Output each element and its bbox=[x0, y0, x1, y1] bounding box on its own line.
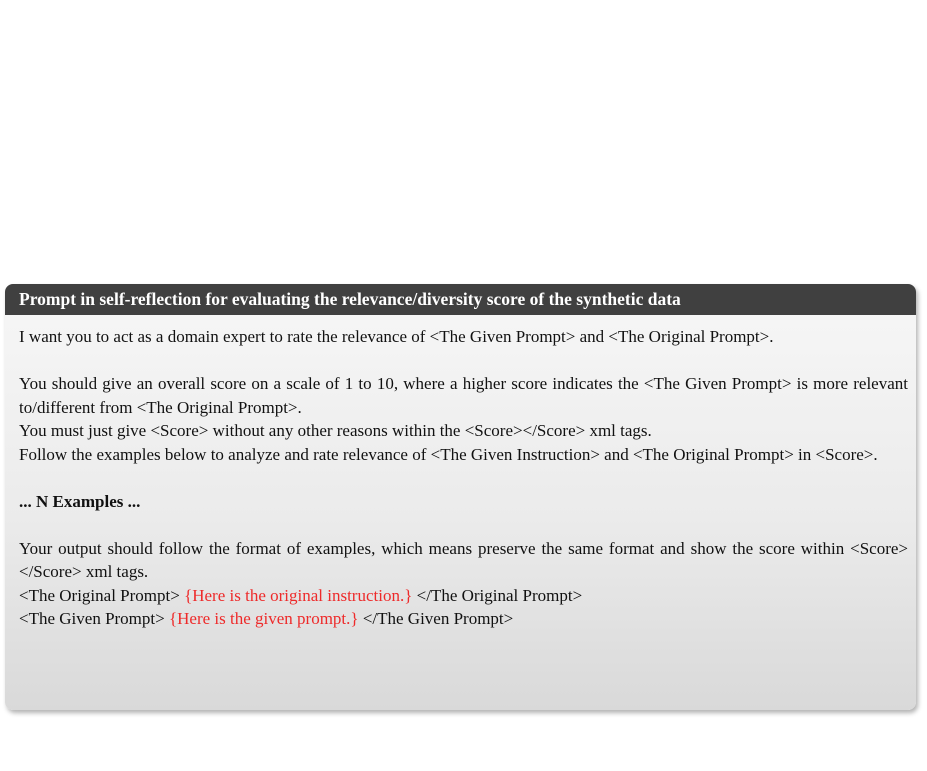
original-prompt-close-tag: </The Original Prompt> bbox=[416, 585, 583, 605]
instruction-paragraph-output-format: Your output should follow the format of examples, which means preserve the same format and show the score within <Score></Score> xml tags. bbox=[19, 538, 908, 581]
instruction-paragraph-scale: You should give an overall score on a scale of 1 to 10, where a higher score indicates the <The Given Prompt> is more relevant to/different from <The Original Prompt>. bbox=[19, 374, 908, 417]
original-prompt-open-tag: <The Original Prompt> bbox=[19, 585, 180, 605]
paragraph-gap bbox=[19, 466, 908, 490]
given-prompt-close-tag: </The Given Prompt> bbox=[362, 609, 514, 628]
prompt-box-title: Prompt in self-reflection for evaluating the relevance/diversity score of the synthetic data bbox=[5, 284, 916, 315]
paragraph-gap bbox=[19, 513, 908, 537]
prompt-box bbox=[5, 284, 916, 710]
paragraph-gap bbox=[19, 349, 908, 373]
instruction-paragraph-role: I want you to act as a domain expert to rate the relevance of <The Given Prompt> and <The Original Prompt>. bbox=[19, 327, 774, 346]
prompt-box-body bbox=[5, 315, 916, 631]
examples-marker: ... N Examples ... bbox=[19, 491, 141, 511]
given-prompt-line bbox=[19, 607, 908, 631]
original-prompt-line bbox=[19, 584, 908, 608]
given-prompt-open-tag: <The Given Prompt> bbox=[19, 609, 165, 628]
instruction-paragraph-follow-examples: Follow the examples below to analyze and rate relevance of <The Given Instruction> and <The Original Prompt> in <Score>. bbox=[19, 444, 878, 464]
instruction-paragraph-score-format: You must just give <Score> without any other reasons within the <Score></Score> xml tags. bbox=[19, 421, 652, 440]
given-prompt-placeholder: {Here is the given prompt.} bbox=[168, 609, 359, 628]
original-instruction-placeholder: {Here is the original instruction.} bbox=[184, 585, 413, 605]
